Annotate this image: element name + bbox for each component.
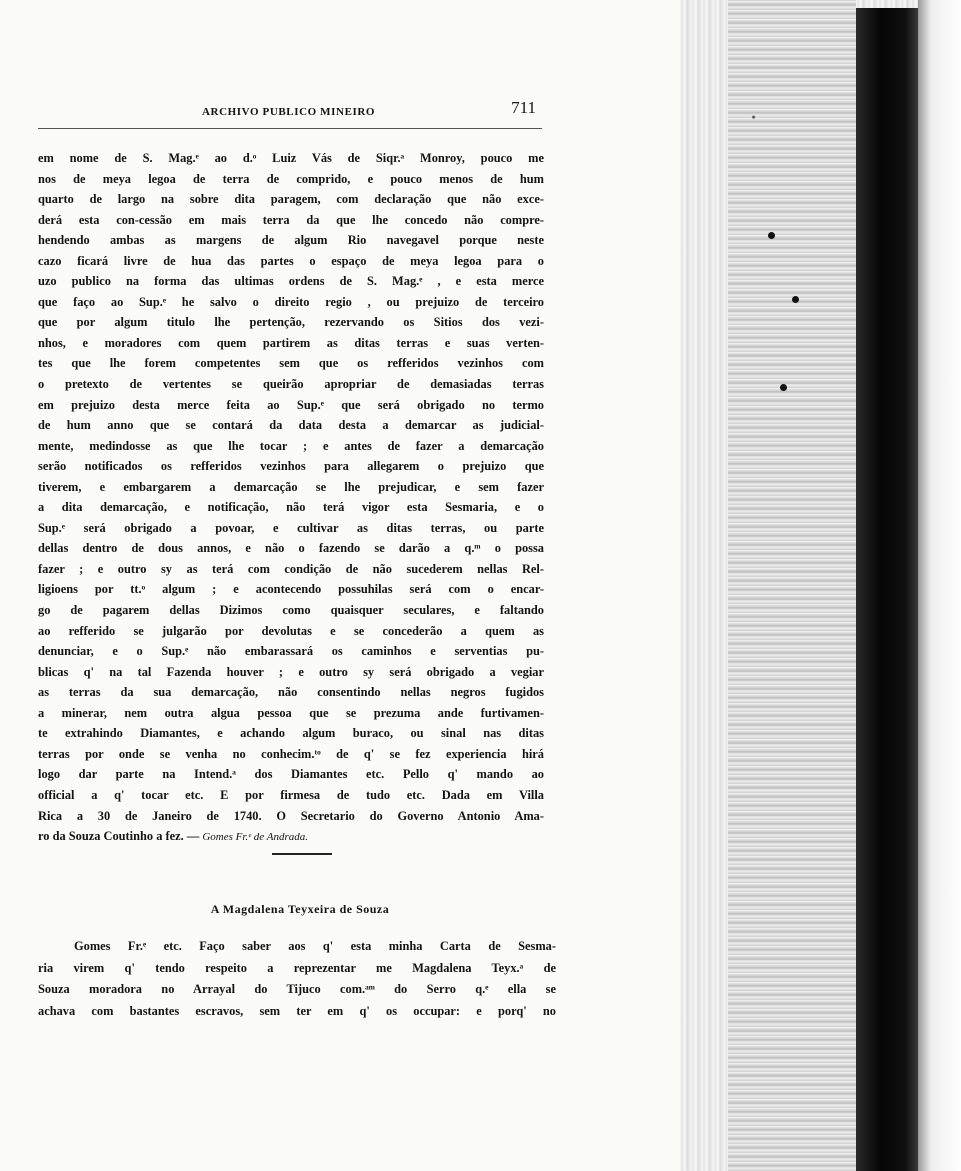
scan-speck <box>780 384 787 391</box>
body-line: uzo publico na forma das ultimas ordens de S. Mag.ᵉ , e esta merce <box>38 274 544 289</box>
section-line: ria virem q' tendo respeito a reprezentar me Magdalena Teyx.ᵃ de <box>38 960 556 975</box>
body-line: ligioens por tt.ᵒ algum ; e acontecendo possuhilas será com o encar- <box>38 582 544 597</box>
section-divider <box>272 853 332 855</box>
body-line: de hum anno que se contará da data desta a demarcar as judicial- <box>38 418 544 433</box>
body-line: em nome de S. Mag.ᵉ ao d.ᵒ Luiz Vás de Siqr.ᵃ Monroy, pouco me <box>38 151 544 165</box>
body-line: fazer ; e outro sy as terá com condição de não sucederem nellas Rel- <box>38 561 544 576</box>
body-line: serão notificados os refferidos vezinhos para allegarem o prejuizo que <box>38 459 544 474</box>
page-header <box>196 96 546 120</box>
body-line: go de pagarem dellas Dizimos como quaisquer seculares, e faltando <box>38 603 544 618</box>
body-line: as terras da sua demarcação, não consentindo nellas negros fugidos <box>38 685 544 700</box>
body-line: Sup.ᵉ será obrigado a povoar, e cultivar as ditas terras, ou parte <box>38 520 544 535</box>
binding-gutter <box>856 8 918 1171</box>
section-line: Souza moradora no Arrayal do Tijuco com.ᵃᵐ do Serro q.ᵉ ella se <box>38 982 556 996</box>
section-body <box>38 936 556 1022</box>
body-line: que faço ao Sup.ᵉ he salvo o direito regio , ou prejuizo de terceiro <box>38 294 544 309</box>
body-line: tiverem, e embargarem a demarcação se lhe prejudicar, e sem fazer <box>38 479 544 494</box>
body-last-line <box>38 826 544 848</box>
running-head: ARCHIVO PUBLICO MINEIRO <box>202 106 376 118</box>
binding-speckle <box>728 0 856 1171</box>
body-line: cazo ficará livre de hua das partes o espaço de meya legoa para o <box>38 253 544 268</box>
body-line: o pretexto de vertentes se queirão apropriar de demasiadas terras <box>38 377 544 392</box>
section-line: Gomes Fr.ᵉ etc. Faço saber aos q' esta minha Carta de Sesma- <box>74 939 556 953</box>
body-line: blicas q' na tal Fazenda houver ; e outro sy será obrigado a vegiar <box>38 664 544 679</box>
scan-speck <box>792 296 799 303</box>
next-page-edge <box>918 0 961 1171</box>
body-line: tes que lhe forem competentes sem que os refferidos vezinhos com <box>38 356 544 371</box>
body-line: dellas dentro de dous annos, e não o fazendo se darão a q.ᵐ o possa <box>38 541 544 556</box>
body-line: official a q' tocar etc. E por firmesa de tudo etc. Dada em Villa <box>38 787 544 802</box>
section-title: A Magdalena Teyxeira de Souza <box>210 902 390 916</box>
body-line: terras por onde se venha no conhecim.ᵗᵒ de q' se fez experiencia hirá <box>38 746 544 761</box>
scan-speck <box>768 232 775 239</box>
signature: Gomes Fr.ᵉ de Andrada. <box>202 831 308 844</box>
body-line: quarto de largo na sobre dita paragem, com declaração que não exce- <box>38 192 544 207</box>
body-line: Rica a 30 de Janeiro de 1740. O Secretario do Governo Antonio Ama- <box>38 808 544 823</box>
body-line: ao refferido se julgarão por devolutas e se concederão a quem as <box>38 623 544 638</box>
body-line: te extrahindo Diamantes, e achando algum buraco, ou sinal nas ditas <box>38 726 544 741</box>
closing-text: ro da Souza Coutinho a fez. — <box>38 829 200 844</box>
body-line: a dita demarcação, e notificação, não terá vigor esta Sesmaria, e o <box>38 500 544 515</box>
body-line: derá esta con-cessão em mais terra da que lhe concedo não compre- <box>38 212 544 227</box>
body-line: mente, medindosse as que lhe tocar ; e antes de fazer a demarcação <box>38 438 544 453</box>
header-rule <box>38 128 542 129</box>
body-text <box>38 148 544 848</box>
body-line: em prejuizo desta merce feita ao Sup.ᵉ que será obrigado no termo <box>38 397 544 412</box>
body-line: que por algum titulo lhe pertenção, rezervando os Sitios dos vezi- <box>38 315 544 330</box>
body-line: logo dar parte na Intend.ᵃ dos Diamantes etc. Pello q' mando ao <box>38 767 544 782</box>
body-line: a minerar, nem outra algua pessoa que se prezuma ande furtivamen- <box>38 705 544 720</box>
body-line: nos de meya legoa de terra de comprido, e pouco menos de hum <box>38 171 544 186</box>
body-line: hendendo ambas as margens de algum Rio navegavel porque neste <box>38 233 544 248</box>
section-line: achava com bastantes escravos, sem ter em q' os occupar: e porq' no <box>38 1003 556 1018</box>
body-line: denunciar, e o Sup.ᵉ não embarassará os caminhos e serventias pu- <box>38 644 544 659</box>
page-number: 711 <box>511 98 536 117</box>
body-line: nhos, e moradores com quem partirem as ditas terras e suas verten- <box>38 335 544 350</box>
